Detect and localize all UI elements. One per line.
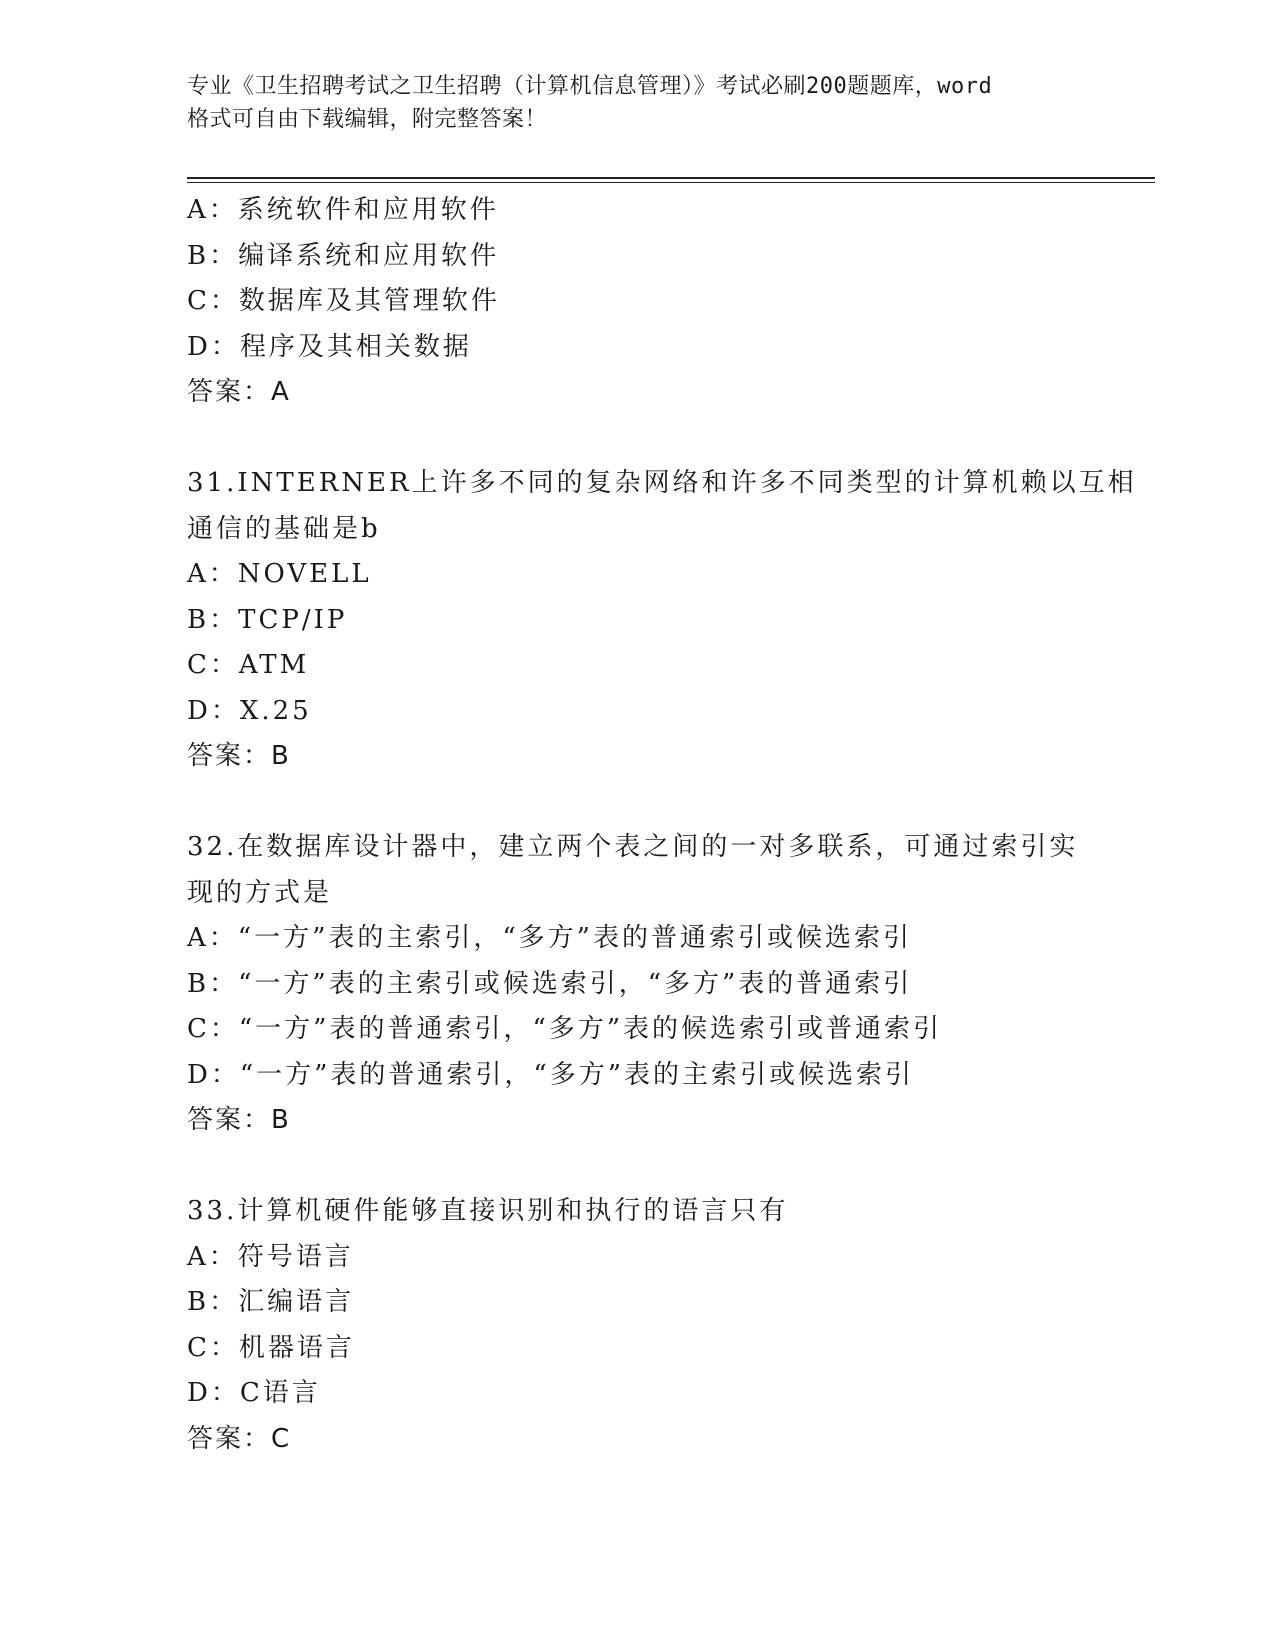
question-31 [187,461,1137,780]
document-header [187,70,1087,136]
answer: 答案：C [187,1423,292,1454]
question-stem-line-1: 31.INTERNER上许多不同的复杂网络和许多不同类型的计算机赖以互相 [187,468,1137,498]
option-c: C：机器语言 [187,1332,355,1363]
option-c: C：ATM [187,650,310,680]
option-b: B：汇编语言 [187,1287,355,1317]
option-c: C：数据库及其管理软件 [187,286,500,316]
option-a: A：符号语言 [187,1241,354,1272]
question-stem-line-2: 通信的基础是b [187,513,381,544]
spacer [187,1144,1087,1190]
header-line-1: 专业《卫生招聘考试之卫生招聘（计算机信息管理）》考试必刷200题题库，word [187,74,993,99]
option-a: A：“一方”表的主索引，“多方”表的普通索引或候选索引 [187,923,912,953]
option-d: D：X.25 [187,695,312,726]
option-b: B：“一方”表的主索引或候选索引，“多方”表的普通索引 [187,968,913,999]
header-divider [187,177,1155,183]
question-list [187,188,1137,1462]
option-a: A：NOVELL [187,559,372,589]
question-stem-line-1: 33.计算机硬件能够直接识别和执行的语言只有 [187,1196,789,1226]
option-a: A：系统软件和应用软件 [187,195,499,225]
question-33 [187,1189,1087,1462]
header-line-2: 格式可自由下载编辑，附完整答案！ [187,107,548,132]
option-b: B：TCP/IP [187,604,348,635]
answer: 答案：B [187,741,291,771]
spacer [187,416,1087,462]
question-stem-line-2: 现的方式是 [187,877,333,908]
answer: 答案：A [187,377,291,407]
question-stem-line-1: 32.在数据库设计器中，建立两个表之间的一对多联系，可通过索引实 [187,832,1079,862]
option-d: D：C语言 [187,1378,321,1408]
option-c: C：“一方”表的普通索引，“多方”表的候选索引或普通索引 [187,1014,943,1044]
question-30 [187,188,1087,416]
question-32 [187,825,1087,1144]
answer: 答案：B [187,1105,291,1135]
option-d: D：“一方”表的普通索引，“多方”表的主索引或候选索引 [187,1059,915,1090]
option-b: B：编译系统和应用软件 [187,240,500,271]
option-d: D：程序及其相关数据 [187,331,472,362]
spacer [187,780,1087,826]
